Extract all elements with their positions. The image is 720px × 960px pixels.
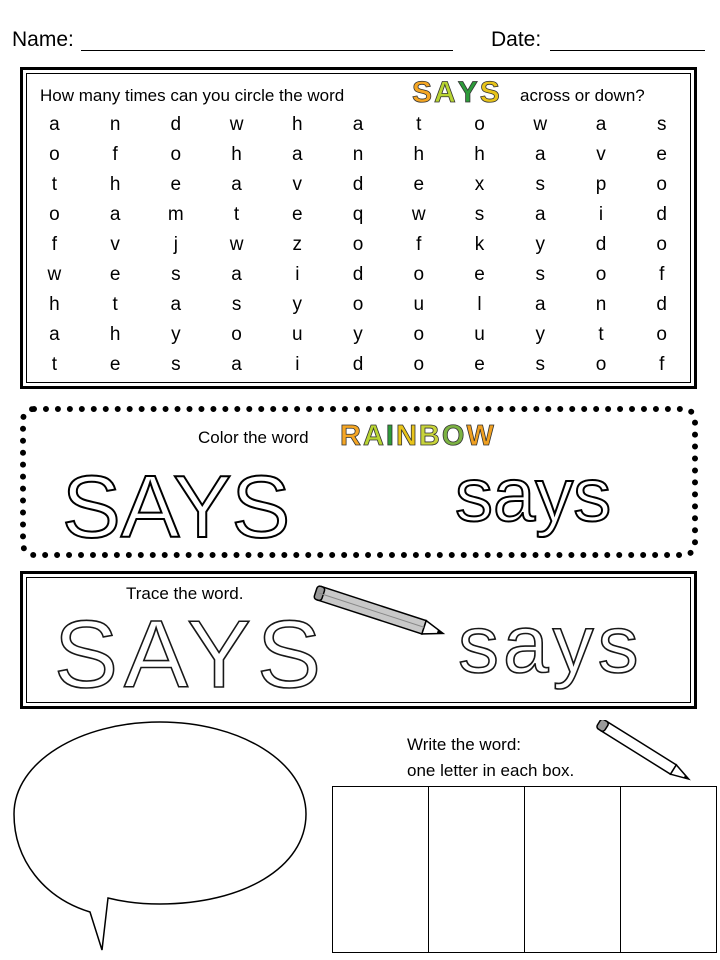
word-search-letter[interactable]: w xyxy=(229,234,244,255)
rainbow-word xyxy=(340,420,496,453)
word-search-letter[interactable]: v xyxy=(110,234,120,255)
word-search-letter[interactable]: w xyxy=(533,114,548,135)
name-line[interactable] xyxy=(81,50,453,51)
word-search-letter[interactable]: e xyxy=(474,264,485,285)
word-search-letter[interactable]: a xyxy=(170,294,182,315)
word-search-letter[interactable]: s xyxy=(474,204,485,225)
word-search-letter[interactable]: n xyxy=(595,294,607,315)
word-search-letter[interactable]: o xyxy=(413,354,425,375)
word-search-row xyxy=(24,230,692,260)
color-prompt: Color the word xyxy=(198,428,309,447)
word-search-letter[interactable]: a xyxy=(231,174,242,195)
word-search-letter[interactable]: t xyxy=(112,294,118,315)
word-search-letter[interactable]: s xyxy=(171,264,181,285)
word-search-letter[interactable]: o xyxy=(474,114,485,135)
rainbow-word-letter: W xyxy=(466,420,496,452)
word-search-letter[interactable]: e xyxy=(170,174,182,195)
word-search-row xyxy=(24,170,692,200)
word-search-letter[interactable]: a xyxy=(49,324,60,345)
word-search-letter[interactable]: y xyxy=(353,324,363,345)
word-search-letter[interactable]: i xyxy=(295,354,300,375)
word-search-letter[interactable]: o xyxy=(656,324,667,345)
word-search-letter[interactable]: e xyxy=(656,144,667,165)
word-search-letter[interactable]: v xyxy=(292,174,303,195)
word-search-letter[interactable]: s xyxy=(171,354,181,375)
target-word-says xyxy=(412,76,502,110)
word-search-letter[interactable]: x xyxy=(474,174,485,195)
word-search-letter[interactable]: n xyxy=(109,114,121,135)
word-search-letter[interactable]: q xyxy=(352,204,364,225)
date-line[interactable] xyxy=(550,50,705,51)
pencil-icon xyxy=(310,584,456,644)
target-word-letter: S xyxy=(412,76,435,109)
word-search-letter[interactable]: z xyxy=(292,234,303,255)
word-search-letter[interactable]: h xyxy=(474,144,485,165)
word-search-letter[interactable]: o xyxy=(352,234,364,255)
word-search-letter[interactable]: i xyxy=(598,204,604,225)
word-search-letter[interactable]: a xyxy=(109,204,121,225)
word-search-row xyxy=(24,200,692,230)
word-search-row xyxy=(24,110,692,140)
word-search-letter[interactable]: o xyxy=(413,324,425,345)
word-search-letter[interactable]: e xyxy=(109,354,121,375)
word-search-row xyxy=(24,350,692,380)
word-search-letter[interactable]: a xyxy=(231,354,242,375)
word-search-letter[interactable]: e xyxy=(474,354,485,375)
word-search-row xyxy=(24,140,692,170)
outline-uppercase-word[interactable]: SAYS xyxy=(62,457,291,556)
name-label: Name: xyxy=(12,28,74,51)
word-search-letter[interactable]: o xyxy=(656,234,667,255)
word-search-letter[interactable]: a xyxy=(231,264,242,285)
word-search-letter[interactable]: o xyxy=(352,294,364,315)
word-search-letter[interactable]: t xyxy=(51,354,57,375)
word-search-row xyxy=(24,290,692,320)
word-search-letter[interactable]: h xyxy=(109,324,121,345)
word-search-letter[interactable]: s xyxy=(535,354,545,375)
word-search-letter[interactable]: d xyxy=(352,174,364,195)
word-search-letter[interactable]: w xyxy=(411,204,426,225)
word-search-letter[interactable]: d xyxy=(352,264,364,285)
word-search-prompt-before: How many times can you circle the word xyxy=(40,86,345,105)
trace-lowercase-word[interactable]: says xyxy=(458,599,643,690)
word-search-letter[interactable]: s xyxy=(656,114,667,135)
word-search-letter[interactable]: m xyxy=(167,204,184,225)
word-search-letter[interactable]: w xyxy=(47,264,62,285)
word-search-letter[interactable]: f xyxy=(416,234,422,255)
word-search-row xyxy=(24,320,692,350)
word-search-letter[interactable]: a xyxy=(49,114,60,135)
word-search-letter[interactable]: d xyxy=(170,114,182,135)
letter-box[interactable] xyxy=(525,787,621,952)
target-word-letter: Y xyxy=(457,76,480,109)
word-search-letter[interactable]: d xyxy=(595,234,607,255)
word-search-letter[interactable]: t xyxy=(598,324,604,345)
word-search-letter[interactable]: f xyxy=(112,144,118,165)
word-search-letter[interactable]: p xyxy=(595,174,607,195)
word-search-letter[interactable]: d xyxy=(352,354,364,375)
word-search-letter[interactable]: h xyxy=(109,174,121,195)
write-prompt-line1: Write the word: xyxy=(407,735,522,754)
word-search-letter[interactable]: h xyxy=(231,144,242,165)
pencil-icon xyxy=(586,720,706,786)
word-search-letter[interactable]: o xyxy=(231,324,242,345)
word-search-letter[interactable]: o xyxy=(170,144,182,165)
word-search-letter[interactable]: o xyxy=(49,204,60,225)
word-search-letter[interactable]: o xyxy=(49,144,60,165)
word-search-letter[interactable]: e xyxy=(109,264,121,285)
letter-box[interactable] xyxy=(333,787,429,952)
word-search-letter[interactable]: y xyxy=(292,294,303,315)
word-search-letter[interactable]: l xyxy=(477,294,482,315)
rainbow-word-letter: B xyxy=(418,420,442,452)
word-search-letter[interactable]: a xyxy=(534,294,546,315)
word-search-letter[interactable]: h xyxy=(413,144,425,165)
word-search-letter[interactable]: u xyxy=(413,294,425,315)
word-search-letter[interactable]: a xyxy=(352,114,364,135)
rainbow-word-letter: N xyxy=(395,420,419,452)
word-search-letter[interactable]: s xyxy=(535,264,545,285)
letter-box[interactable] xyxy=(429,787,525,952)
target-word-letter: S xyxy=(479,76,502,109)
trace-uppercase-word[interactable]: SAYS xyxy=(54,601,327,708)
letter-box[interactable] xyxy=(621,787,716,952)
word-search-letter[interactable]: a xyxy=(534,144,546,165)
word-search-row xyxy=(24,260,692,290)
word-search-letter[interactable]: o xyxy=(413,264,425,285)
word-search-letter[interactable]: y xyxy=(535,324,545,345)
word-search-letter[interactable]: s xyxy=(231,294,242,315)
word-search-letter[interactable]: o xyxy=(656,174,667,195)
word-search-letter[interactable]: f xyxy=(51,234,57,255)
word-search-letter[interactable]: t xyxy=(233,204,240,225)
word-search-letter[interactable]: w xyxy=(229,114,244,135)
rainbow-word-letter: O xyxy=(441,420,467,452)
word-search-letter[interactable]: v xyxy=(596,144,606,165)
word-search-letter[interactable]: y xyxy=(171,324,181,345)
rainbow-word-letter: R xyxy=(340,420,363,452)
word-search-letter[interactable]: a xyxy=(292,144,303,165)
word-search-letter[interactable]: u xyxy=(474,324,485,345)
word-search-letter[interactable]: t xyxy=(416,114,422,135)
target-word-letter: A xyxy=(434,76,458,109)
word-search-letter[interactable]: d xyxy=(656,204,667,225)
word-search-letter[interactable]: j xyxy=(173,234,178,255)
trace-prompt: Trace the word. xyxy=(126,584,244,603)
rainbow-word-letter: I xyxy=(385,420,396,452)
word-search-letter[interactable]: s xyxy=(535,174,545,195)
word-search-letter[interactable]: k xyxy=(474,234,485,255)
word-search-letter[interactable]: e xyxy=(292,204,303,225)
outline-lowercase-word[interactable]: says xyxy=(455,453,612,538)
word-search-letter[interactable]: d xyxy=(656,294,667,315)
rainbow-word-letter: A xyxy=(362,420,386,452)
word-search-letter[interactable]: a xyxy=(595,114,607,135)
word-search-letter[interactable]: i xyxy=(295,264,300,285)
word-search-letter[interactable]: n xyxy=(352,144,364,165)
word-search-letter[interactable]: o xyxy=(595,354,607,375)
word-search-letter[interactable]: h xyxy=(49,294,60,315)
word-search-grid xyxy=(24,110,692,380)
letter-boxes xyxy=(332,786,717,953)
word-search-letter[interactable]: f xyxy=(659,354,665,375)
word-search-letter[interactable]: e xyxy=(413,174,425,195)
word-search-letter[interactable]: o xyxy=(595,264,607,285)
word-search-letter[interactable]: t xyxy=(51,174,57,195)
word-search-letter[interactable]: y xyxy=(535,234,545,255)
word-search-letter[interactable]: a xyxy=(534,204,546,225)
word-search-letter[interactable]: h xyxy=(292,114,303,135)
date-label: Date: xyxy=(491,28,542,51)
word-search-prompt-after: across or down? xyxy=(520,86,645,105)
write-prompt-line2: one letter in each box. xyxy=(407,761,575,780)
word-search-letter[interactable]: f xyxy=(659,264,665,285)
word-search-letter[interactable]: u xyxy=(292,324,303,345)
speech-bubble[interactable] xyxy=(10,718,312,956)
